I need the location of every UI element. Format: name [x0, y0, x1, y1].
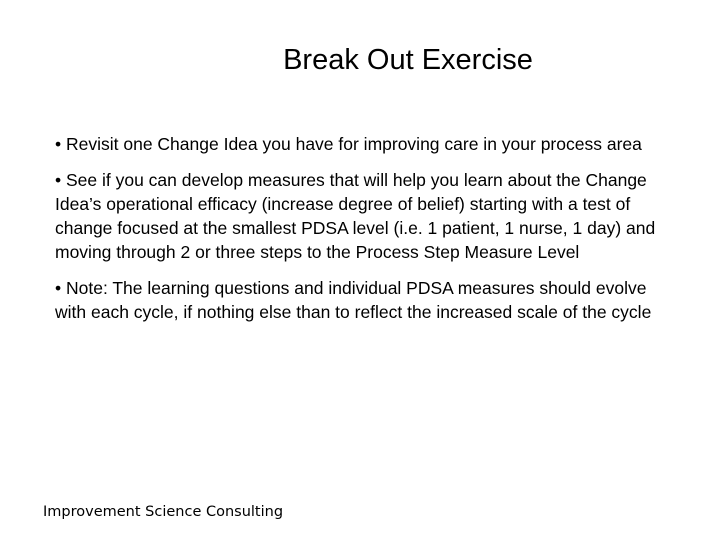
footer-text: Improvement Science Consulting — [43, 504, 284, 520]
slide-title: Break Out Exercise — [283, 44, 533, 76]
bullet-list — [55, 132, 675, 336]
bullet-item-3: • Note: The learning questions and individual PDSA measures should evolve with each cycle, if nothing else than to reflect the increased scale of the cycle — [55, 278, 652, 322]
bullet-item-1: • Revisit one Change Idea you have for improving care in your process area — [55, 134, 642, 154]
bullet-item-2: • See if you can develop measures that will help you learn about the Change Idea’s operational efficacy (increase degree of belief) starting with a test of change focused at the smallest PDSA level (i.e. 1 patient, 1 nurse, 1 day) and moving through 2 or three steps to the Process Step Measure Level — [55, 170, 656, 262]
